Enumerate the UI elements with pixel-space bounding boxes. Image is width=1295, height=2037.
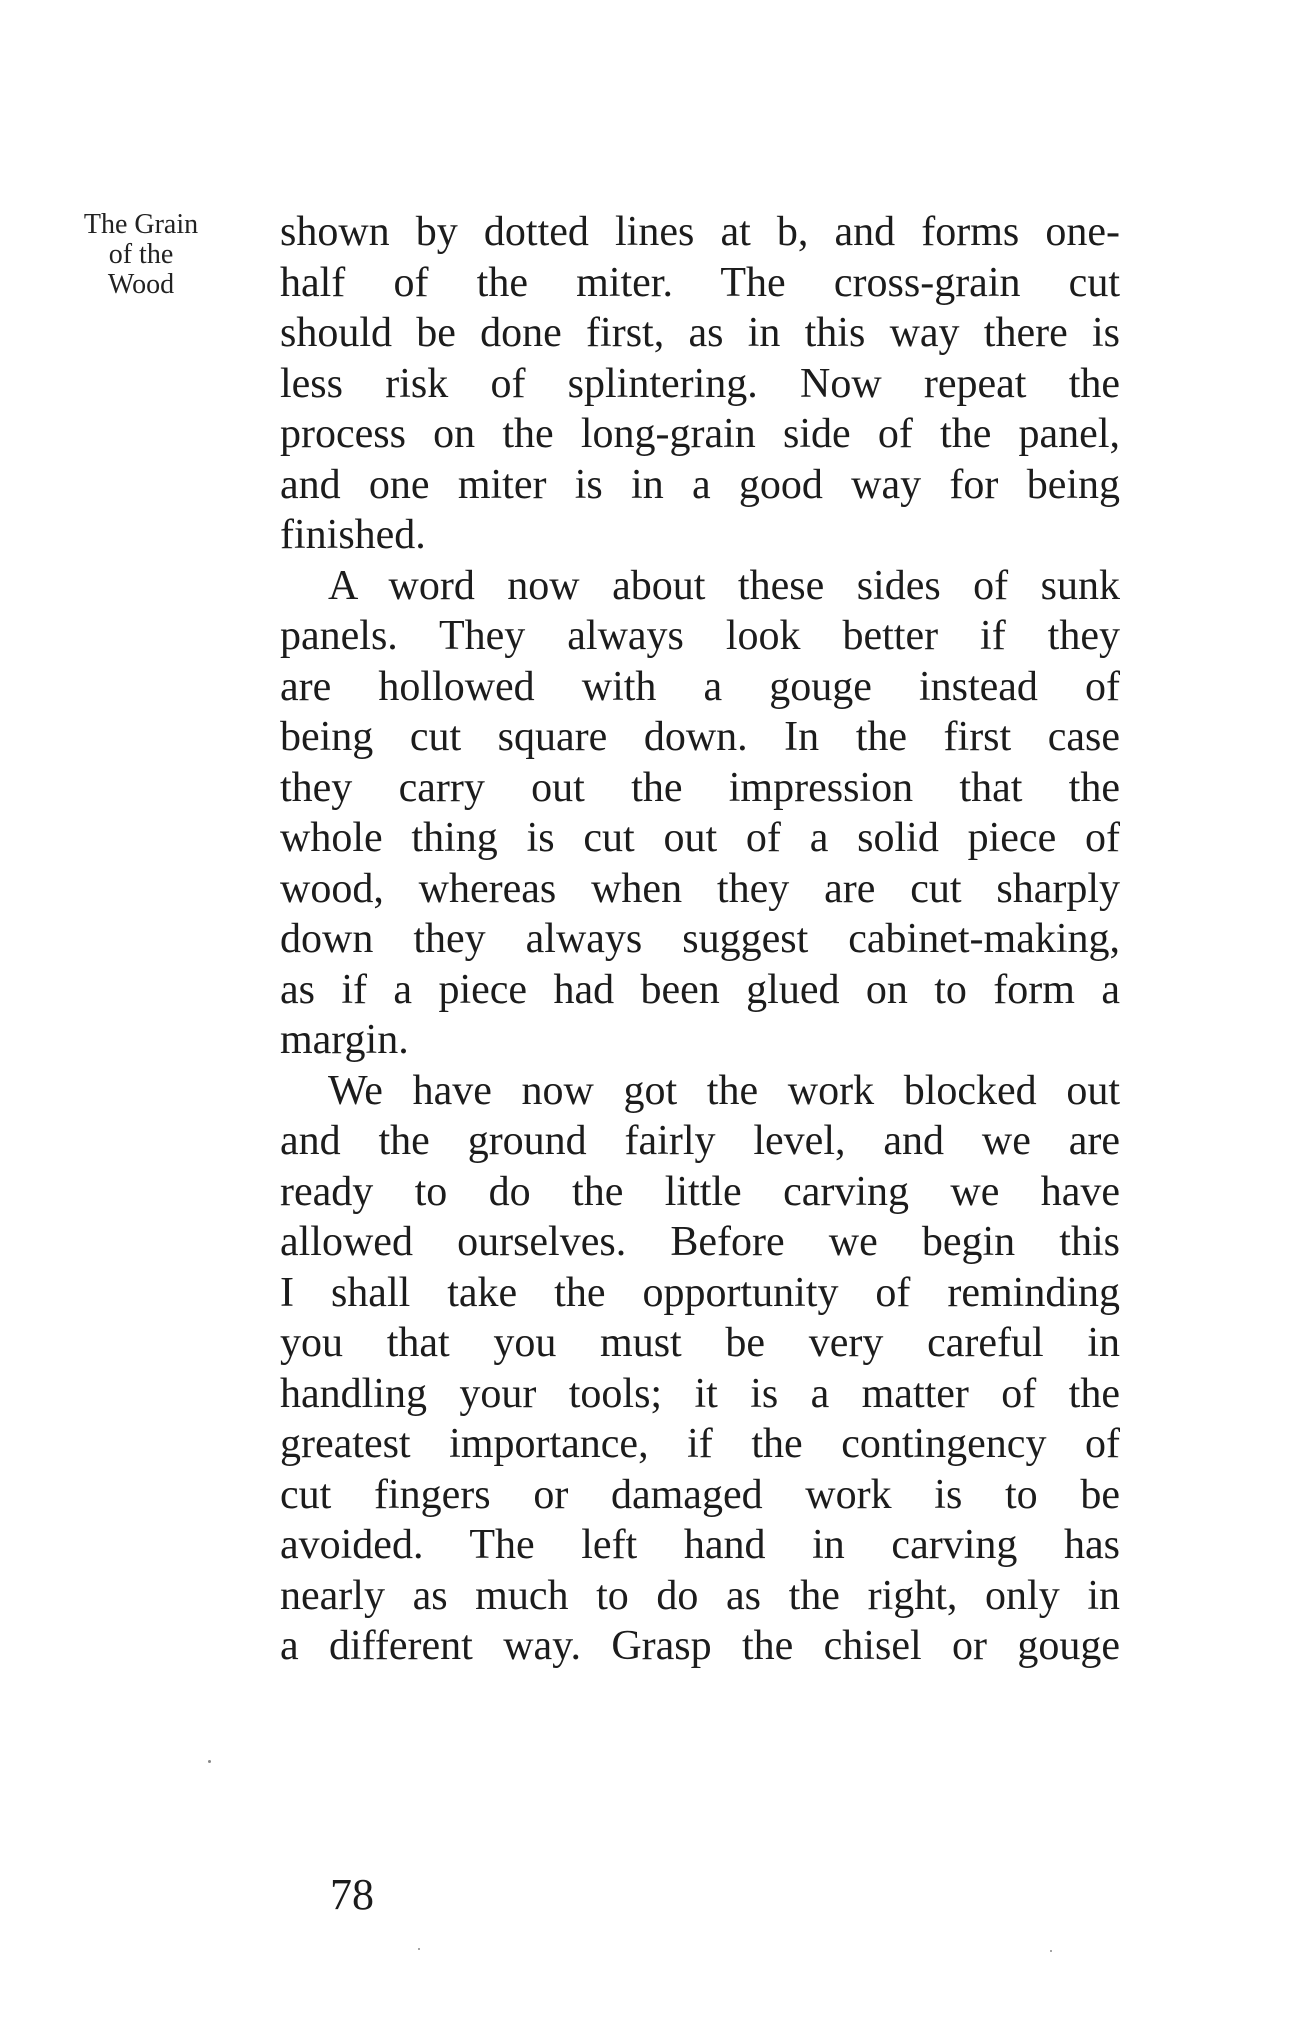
text-line: process on the long-grain side of the panel, [280, 411, 1120, 457]
text-line: ready to do the little carving we have [280, 1168, 1120, 1215]
text-line: A word now about these sides of sunk [328, 562, 1120, 609]
text-line: panels. They always look better if they [280, 613, 1120, 659]
text-line: We have now got the work blocked out [328, 1067, 1120, 1114]
text-line: you that you must be very careful in [280, 1320, 1120, 1366]
text-line: wood, whereas when they are cut sharply [280, 865, 1120, 912]
margin-note-line-2: of the [108, 239, 174, 270]
paper-speck [208, 1760, 211, 1763]
text-line: less risk of splintering. Now repeat the [280, 360, 1120, 407]
text-line: and one miter is in a good way for being [280, 461, 1120, 508]
text-line: should be done first, as in this way there is [280, 310, 1120, 356]
text-line: greatest importance, if the contingency of [280, 1421, 1120, 1467]
text-line: as if a piece had been glued on to form a [280, 966, 1120, 1013]
paragraph-1 [280, 207, 1120, 561]
text-line: allowed ourselves. Before we begin this [280, 1219, 1120, 1265]
text-line: and the ground fairly level, and we are [280, 1118, 1120, 1164]
text-line: a different way. Grasp the chisel or gouge [280, 1623, 1120, 1669]
margin-note [66, 210, 216, 300]
paper-speck [1050, 1950, 1052, 1952]
text-line: shown by dotted lines at b, and forms one- [280, 209, 1120, 255]
body-text [280, 207, 1120, 1672]
text-line: avoided. The left hand in carving has [280, 1522, 1120, 1568]
text-line: I shall take the opportunity of reminding [280, 1269, 1120, 1316]
text-line: half of the miter. The cross-grain cut [280, 259, 1120, 306]
text-line: are hollowed with a gouge instead of [280, 663, 1120, 710]
text-line: cut fingers or damaged work is to be [280, 1471, 1120, 1518]
paragraph-2 [280, 561, 1120, 1066]
margin-note-line-1: The Grain [83, 209, 199, 240]
paper-speck [418, 1948, 420, 1950]
text-line: margin. [280, 1017, 409, 1063]
text-line: handling your tools; it is a matter of the [280, 1370, 1120, 1417]
text-line: nearly as much to do as the right, only in [280, 1572, 1120, 1619]
text-line: whole thing is cut out of a solid piece of [280, 815, 1120, 861]
paragraph-3 [280, 1066, 1120, 1672]
text-line: finished. [280, 512, 426, 558]
text-line: down they always suggest cabinet-making, [280, 916, 1120, 962]
margin-note-line-3: Wood [107, 269, 175, 300]
page-number: 78 [330, 1870, 374, 1919]
text-line: they carry out the impression that the [280, 764, 1120, 811]
text-line: being cut square down. In the first case [280, 714, 1120, 760]
